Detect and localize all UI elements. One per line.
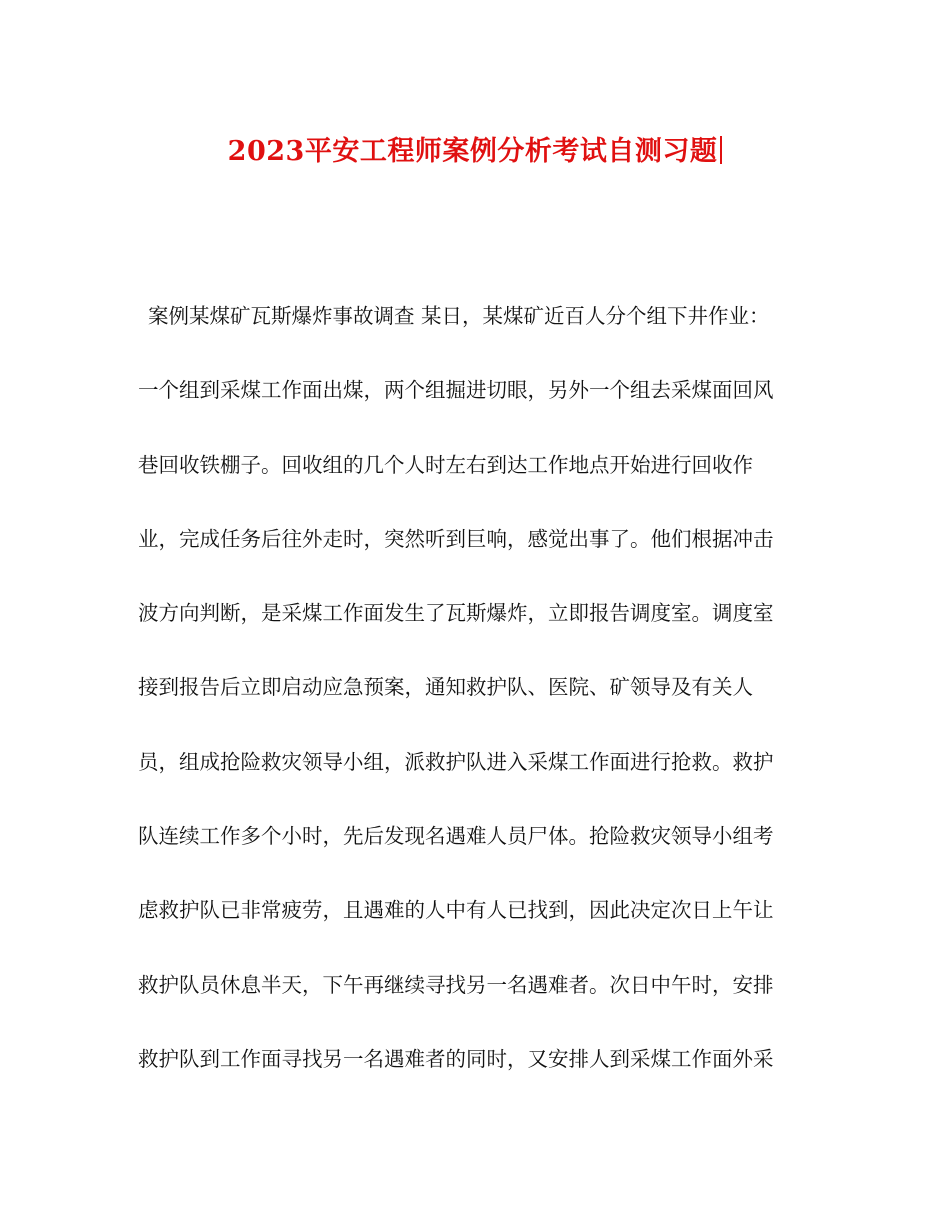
text-cursor xyxy=(720,136,722,164)
body-line-8: 队连续工作多个小时，先后发现名遇难人员尸体。抢险救灾领导小组考 xyxy=(138,824,774,849)
body-line-7: 员，组成抢险救灾领导小组，派救护队进入采煤工作面进行抢救。救护 xyxy=(138,749,774,774)
body-line-2: 一个组到采煤工作面出煤，两个组掘进切眼，另外一个组去采煤面回风 xyxy=(138,378,774,403)
document-title-text: 2023平安工程师案例分析考试自测习题 xyxy=(227,136,718,167)
body-line-1: 案例某煤矿瓦斯爆炸事故调查 某日，某煤矿近百人分个组下井作业： xyxy=(148,304,770,328)
body-line-5: 波方向判断，是采煤工作面发生了瓦斯爆炸，立即报告调度室。调度室 xyxy=(138,601,774,626)
body-line-4: 业，完成任务后往外走时，突然听到巨响，感觉出事了。他们根据冲击 xyxy=(138,526,774,551)
body-line-11: 救护队到工作面寻找另一名遇难者的同时，又安排人到采煤工作面外采 xyxy=(138,1046,774,1071)
document-body xyxy=(138,290,818,1107)
body-line-9: 虑救护队已非常疲劳，且遇难的人中有人已找到，因此决定次日上午让 xyxy=(138,898,774,923)
body-line-10: 救护队员休息半天，下午再继续寻找另一名遇难者。次日中午时，安排 xyxy=(138,972,774,997)
document-title xyxy=(0,134,950,170)
body-line-3: 巷回收铁棚子。回收组的几个人时左右到达工作地点开始进行回收作 xyxy=(138,452,753,477)
body-line-6: 接到报告后立即启动应急预案，通知救护队、医院、矿领导及有关人 xyxy=(138,675,753,700)
